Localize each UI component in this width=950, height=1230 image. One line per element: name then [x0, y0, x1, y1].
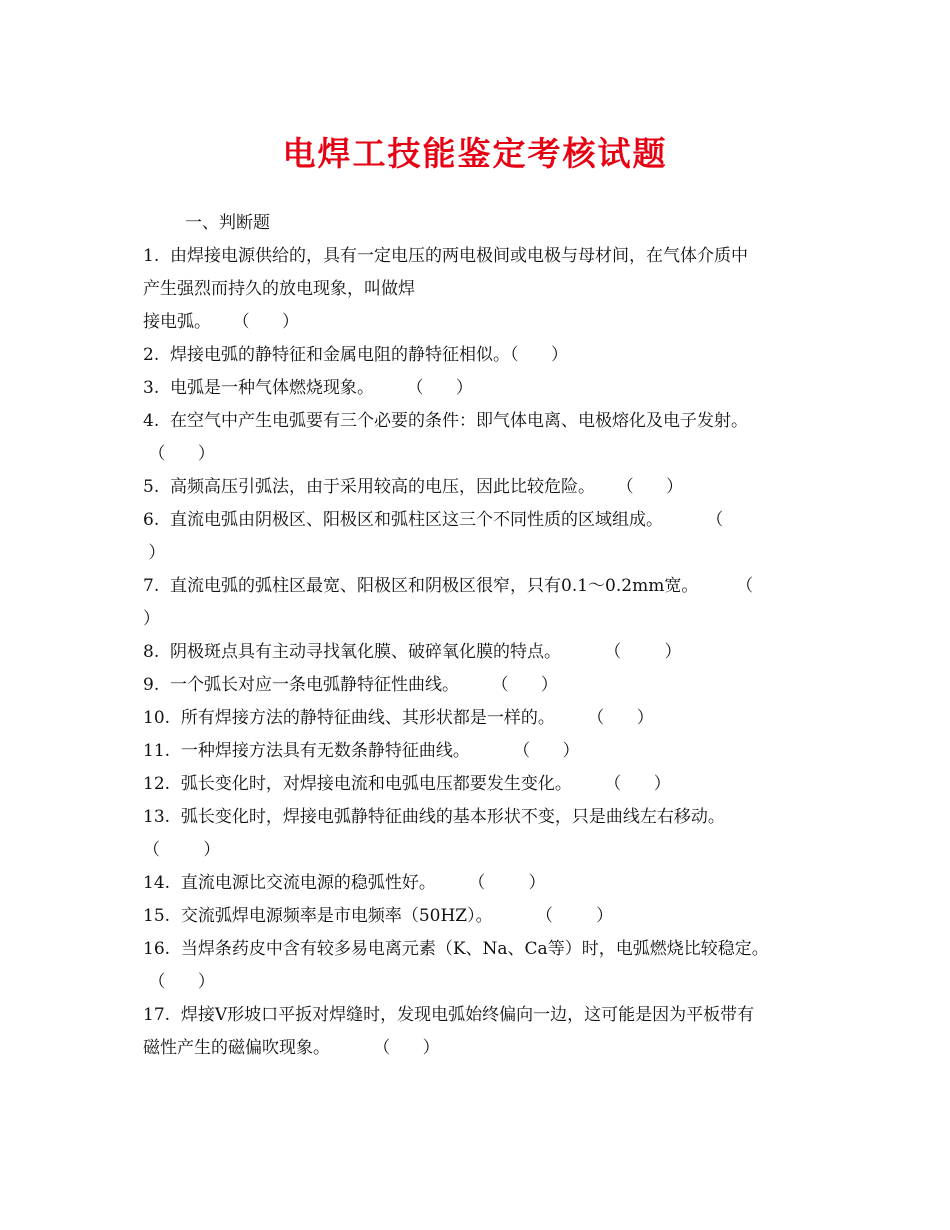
- question-item: [143, 372, 813, 405]
- question-list: [143, 240, 813, 1065]
- question-item: [143, 768, 813, 801]
- question-line: 13. 弧长变化时，焊接电弧静特征曲线的基本形状不变，只是曲线左右移动。: [143, 807, 725, 827]
- question-line: 16. 当焊条药皮中含有较多易电离元素（K、Na、Ca等）时，电弧燃烧比较稳定。: [143, 939, 769, 959]
- question-line: 7. 直流电弧的弧柱区最宽、阳极区和阴极区很窄，只有0.1～0.2mm宽。 （: [143, 576, 754, 596]
- question-line: （ ）: [143, 840, 221, 860]
- question-item: [143, 636, 813, 669]
- document-title: 电焊工技能鉴定考核试题: [282, 134, 668, 173]
- question-line: ）: [143, 609, 160, 629]
- question-item: [143, 339, 813, 372]
- question-item: [143, 867, 813, 900]
- question-item: [143, 471, 813, 504]
- question-line: 15. 交流弧焊电源频率是市电频率（50HZ）。 （ ）: [143, 906, 614, 926]
- question-line: 8. 阴极斑点具有主动寻找氧化膜、破碎氧化膜的特点。 （ ）: [143, 642, 682, 662]
- question-line: 17. 焊接V形坡口平扳对焊缝时，发现电弧始终偏向一边，这可能是因为平板带有: [143, 1005, 755, 1025]
- question-line: 1. 由焊接电源供给的，具有一定电压的两电极间或电极与母材间，在气体介质中: [143, 246, 749, 266]
- question-item: [143, 669, 813, 702]
- question-line: 9. 一个弧长对应一条电弧静特征性曲线。 （ ）: [143, 675, 558, 695]
- question-item: [143, 702, 813, 735]
- question-item: [143, 999, 813, 1065]
- question-line: ）: [143, 543, 166, 563]
- question-item: [143, 735, 813, 768]
- question-line: 产生强烈而持久的放电现象，叫做焊: [143, 279, 415, 299]
- question-line: （ ）: [143, 444, 215, 464]
- question-line: 2. 焊接电弧的静特征和金属电阻的静特征相似。（ ）: [143, 345, 568, 365]
- question-item: [143, 504, 813, 570]
- question-line: 6. 直流电弧由阴极区、阳极区和弧柱区这三个不同性质的区域组成。 （: [143, 510, 724, 530]
- section-heading: 一、判断题: [185, 213, 270, 233]
- question-item: [143, 900, 813, 933]
- question-line: 磁性产生的磁偏吹现象。 （ ）: [143, 1038, 440, 1058]
- question-item: [143, 240, 813, 339]
- question-line: 4. 在空气中产生电弧要有三个必要的条件：即气体电离、电极熔化及电子发射。: [143, 411, 749, 431]
- question-item: [143, 405, 813, 471]
- question-line: （ ）: [143, 972, 215, 992]
- question-item: [143, 801, 813, 867]
- question-line: 12. 弧长变化时，对焊接电流和电弧电压都要发生变化。 （ ）: [143, 774, 671, 794]
- question-item: [143, 570, 813, 636]
- question-item: [143, 933, 813, 999]
- question-line: 11. 一种焊接方法具有无数条静特征曲线。 （ ）: [143, 741, 580, 761]
- question-line: 5. 高频高压引弧法，由于采用较高的电压，因此比较危险。 （ ）: [143, 477, 684, 497]
- question-line: 14. 直流电源比交流电源的稳弧性好。 （ ）: [143, 873, 546, 893]
- question-line: 10. 所有焊接方法的静特征曲线、其形状都是一样的。 （ ）: [143, 708, 654, 728]
- question-line: 接电弧。 （ ）: [143, 312, 300, 332]
- question-line: 3. 电弧是一种气体燃烧现象。 （ ）: [143, 378, 473, 398]
